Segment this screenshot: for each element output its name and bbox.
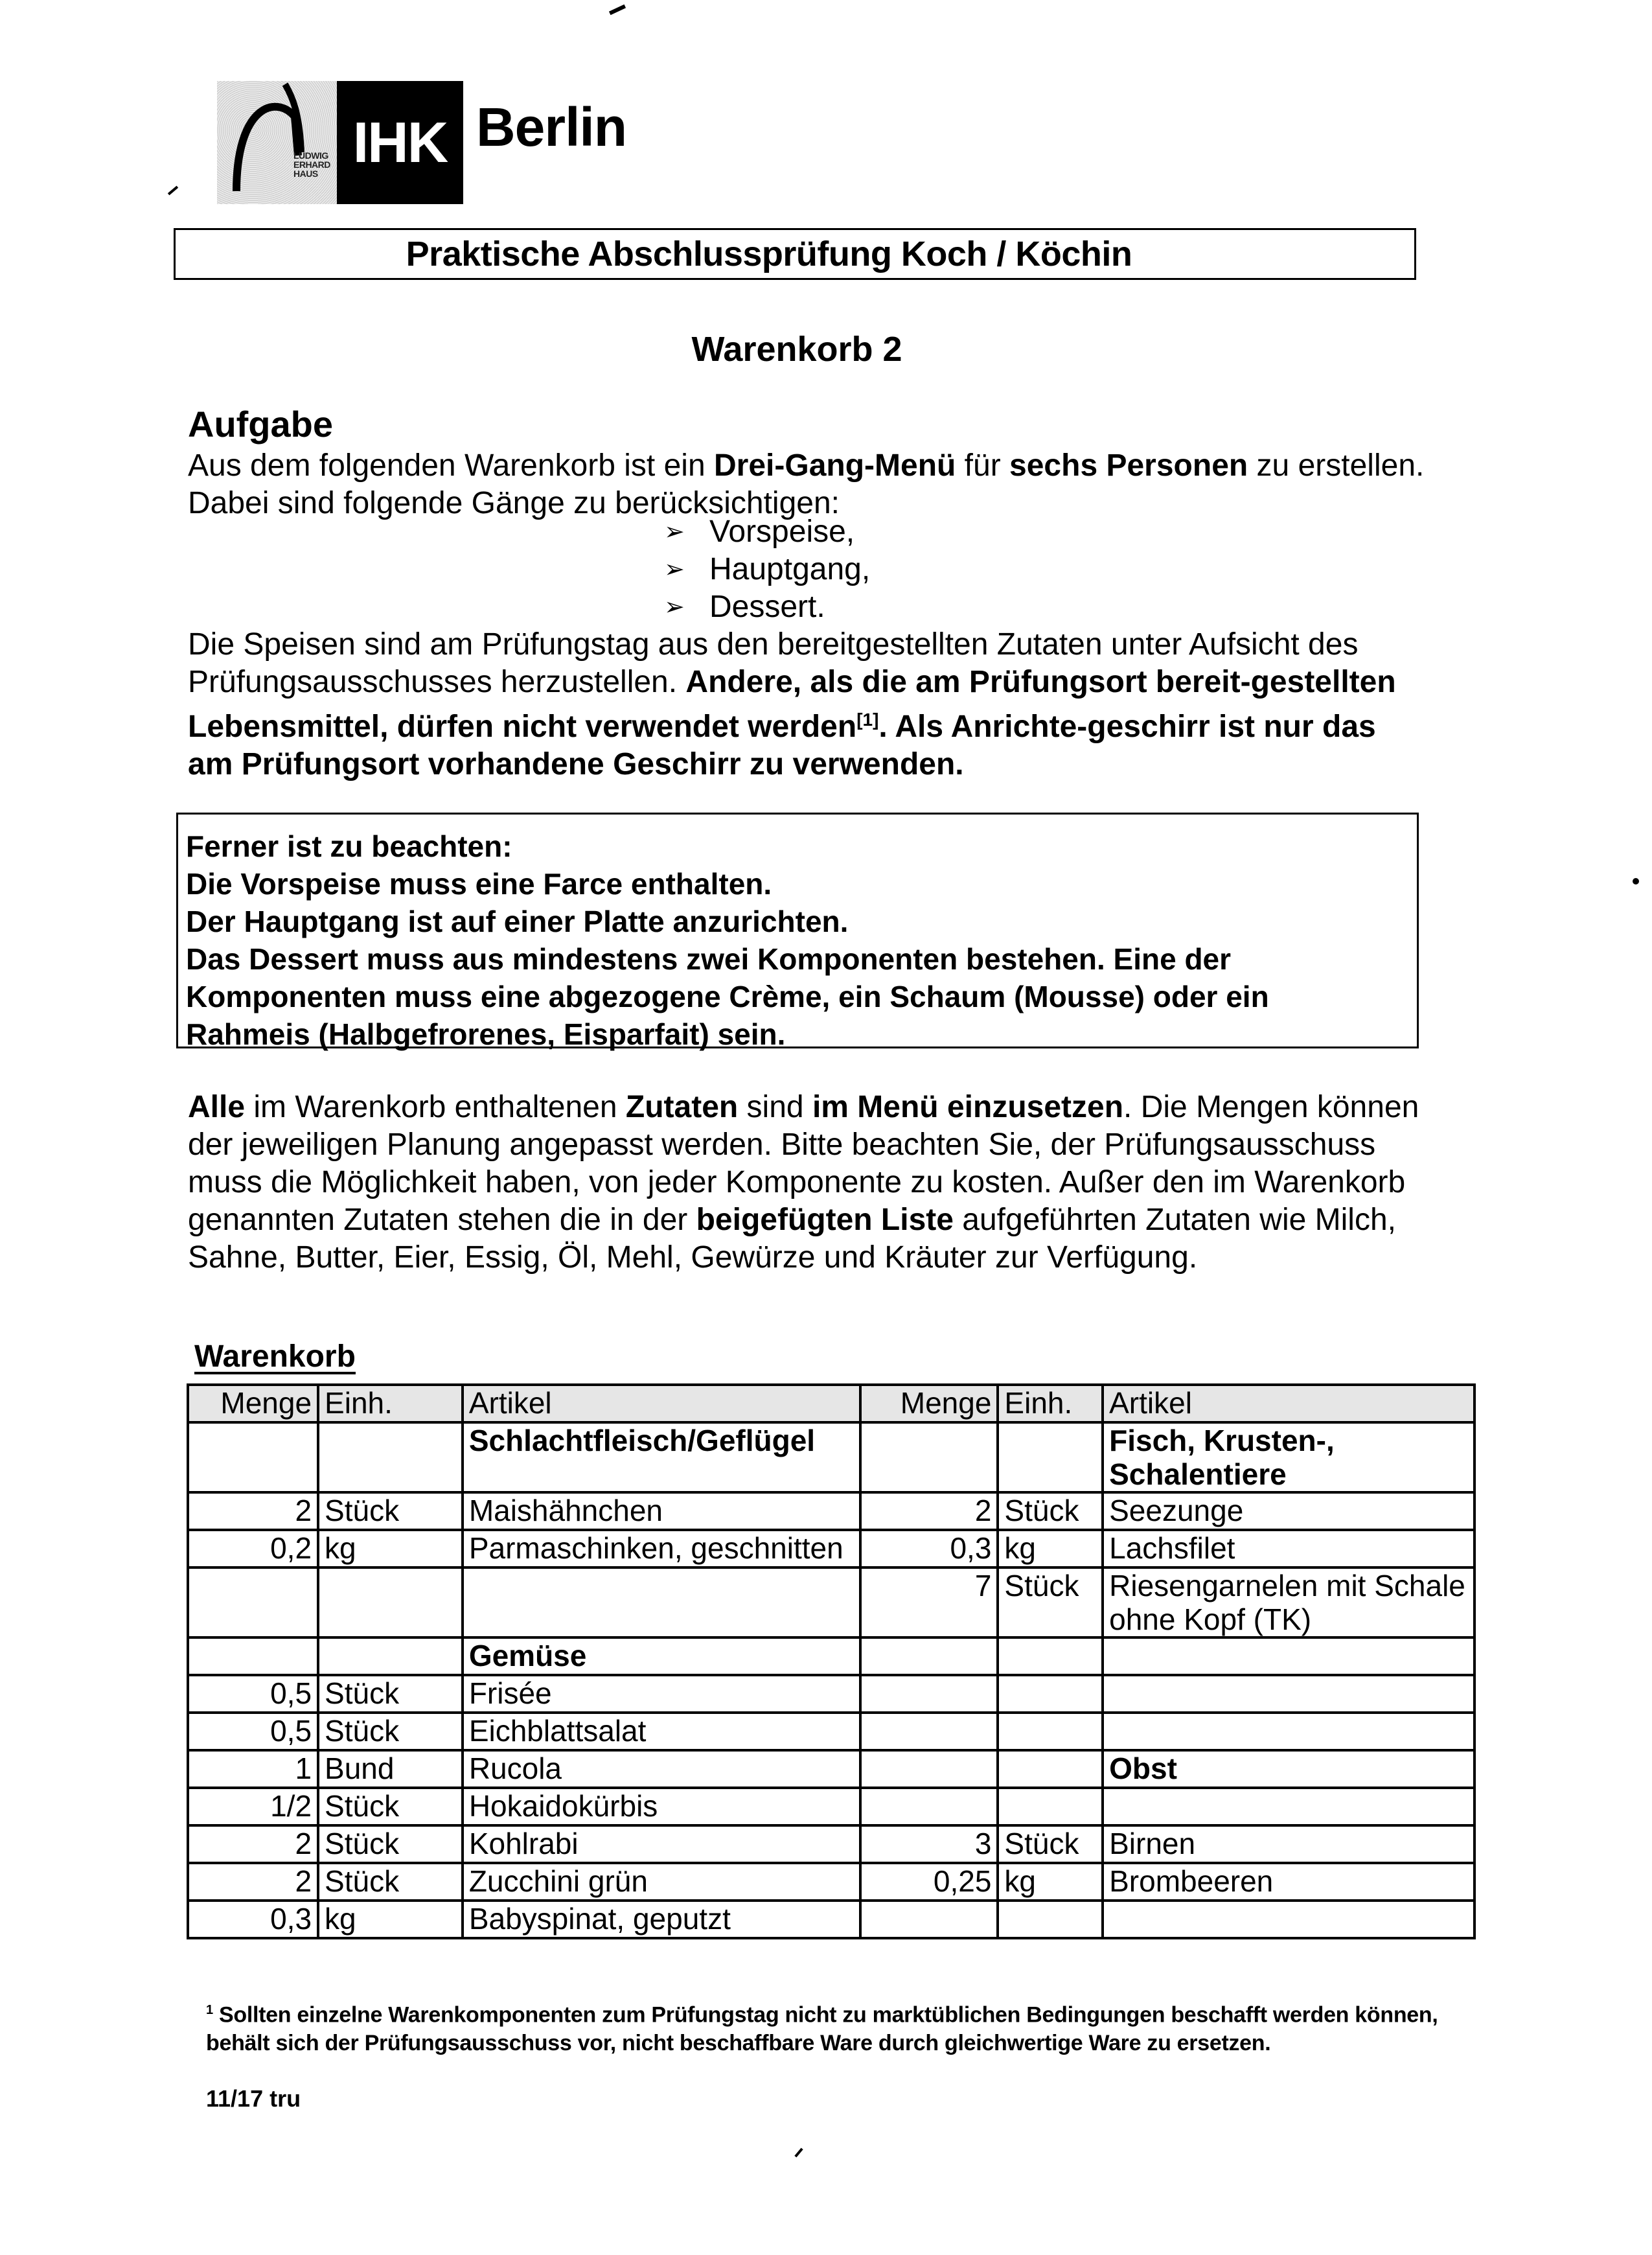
unit-cell bbox=[998, 1788, 1103, 1825]
article-cell: Schlachtfleisch/Geflügel bbox=[463, 1422, 860, 1492]
scan-mark bbox=[1633, 878, 1639, 885]
article-cell bbox=[1103, 1901, 1474, 1938]
requirement-line: Die Vorspeise muss eine Farce enthalten. bbox=[186, 867, 772, 901]
table-row bbox=[188, 1492, 1474, 1530]
logo-mark: IHK bbox=[337, 81, 463, 204]
table-row bbox=[188, 1863, 1474, 1901]
quantity-cell bbox=[188, 1422, 318, 1492]
task-heading: Aufgabe bbox=[188, 404, 333, 445]
quantity-cell bbox=[860, 1901, 998, 1938]
arch-icon bbox=[217, 81, 337, 204]
quantity-cell: 0,3 bbox=[860, 1530, 998, 1567]
unit-cell: kg bbox=[318, 1530, 463, 1567]
logo-subtext: LUDWIG ERHARD HAUS bbox=[293, 150, 330, 179]
unit-cell bbox=[998, 1901, 1103, 1938]
quantity-cell: 2 bbox=[188, 1863, 318, 1901]
table-row bbox=[188, 1675, 1474, 1713]
quantity-cell: 0,3 bbox=[188, 1901, 318, 1938]
article-cell: Riesengarnelen mit Schale ohne Kopf (TK) bbox=[1103, 1567, 1474, 1637]
table-row bbox=[188, 1901, 1474, 1938]
quantity-cell bbox=[860, 1675, 998, 1713]
col-header: Einh. bbox=[998, 1385, 1103, 1422]
table-header-row bbox=[188, 1385, 1474, 1422]
basket-label: Warenkorb bbox=[194, 1339, 356, 1374]
requirement-line: Rahmeis (Halbgefrorenes, Eisparfait) sein. bbox=[186, 1017, 786, 1051]
footnote bbox=[206, 1996, 1450, 2057]
requirement-line: Komponenten muss eine abgezogene Crème, ein Schaum (Mousse) oder ein bbox=[186, 980, 1269, 1013]
task-rules: Die Speisen sind am Prüfungstag aus den bereitgestellten Zutaten unter Aufsicht des Prüfungsausschusses herzustellen. Andere, als die am Prüfungsort bereit-gestellten Lebensmittel, dürfen nicht verwendet werden[1]. Als Anrichte-geschirr ist nur das am Prüfungsort vorhandene Geschirr zu verwenden. bbox=[188, 627, 1396, 781]
unit-cell: Stück bbox=[998, 1825, 1103, 1863]
table-row bbox=[188, 1637, 1474, 1675]
ihk-logo bbox=[217, 81, 463, 204]
unit-cell: kg bbox=[998, 1863, 1103, 1901]
quantity-cell: 0,5 bbox=[188, 1675, 318, 1713]
quantity-cell: 2 bbox=[188, 1492, 318, 1530]
quantity-cell: 2 bbox=[188, 1825, 318, 1863]
scan-mark bbox=[609, 5, 626, 15]
unit-cell bbox=[318, 1637, 463, 1675]
quantity-cell: 0,5 bbox=[188, 1713, 318, 1750]
document-title-box bbox=[174, 228, 1416, 280]
article-cell: Birnen bbox=[1103, 1825, 1474, 1863]
quantity-cell: 0,2 bbox=[188, 1530, 318, 1567]
col-header: Artikel bbox=[463, 1385, 860, 1422]
scan-mark bbox=[794, 2148, 803, 2158]
unit-cell: kg bbox=[998, 1530, 1103, 1567]
quantity-cell bbox=[860, 1422, 998, 1492]
unit-cell: Stück bbox=[318, 1825, 463, 1863]
requirement-line: Der Hauptgang ist auf einer Platte anzurichten. bbox=[186, 905, 849, 938]
table-row bbox=[188, 1530, 1474, 1567]
article-cell bbox=[1103, 1675, 1474, 1713]
unit-cell bbox=[998, 1750, 1103, 1788]
unit-cell: Stück bbox=[318, 1492, 463, 1530]
article-cell: Kohlrabi bbox=[463, 1825, 860, 1863]
article-cell: Lachsfilet bbox=[1103, 1530, 1474, 1567]
unit-cell: Bund bbox=[318, 1750, 463, 1788]
article-cell: Brombeeren bbox=[1103, 1863, 1474, 1901]
scan-mark bbox=[168, 186, 178, 196]
course-list bbox=[664, 513, 870, 626]
quantity-cell bbox=[188, 1637, 318, 1675]
basket-table bbox=[187, 1383, 1476, 1939]
article-cell: Maishähnchen bbox=[463, 1492, 860, 1530]
article-cell: Babyspinat, geputzt bbox=[463, 1901, 860, 1938]
article-cell bbox=[463, 1567, 860, 1637]
requirements-heading: Ferner ist zu beachten: bbox=[186, 829, 512, 863]
article-cell: Hokaidokürbis bbox=[463, 1788, 860, 1825]
article-cell: Fisch, Krusten-, Schalentiere bbox=[1103, 1422, 1474, 1492]
unit-cell: Stück bbox=[318, 1675, 463, 1713]
unit-cell: Stück bbox=[998, 1492, 1103, 1530]
quantity-cell bbox=[188, 1567, 318, 1637]
unit-cell bbox=[998, 1675, 1103, 1713]
article-cell: Parmaschinken, geschnitten bbox=[463, 1530, 860, 1567]
col-header: Einh. bbox=[318, 1385, 463, 1422]
course-item: ➢ Dessert. bbox=[664, 588, 870, 626]
unit-cell bbox=[998, 1713, 1103, 1750]
table-row bbox=[188, 1567, 1474, 1637]
unit-cell bbox=[318, 1422, 463, 1492]
article-cell: Zucchini grün bbox=[463, 1863, 860, 1901]
col-header: Menge bbox=[860, 1385, 998, 1422]
quantity-cell bbox=[860, 1637, 998, 1675]
article-cell: Frisée bbox=[463, 1675, 860, 1713]
quantity-cell: 7 bbox=[860, 1567, 998, 1637]
arrow-bullet-icon: ➢ bbox=[664, 518, 685, 546]
footnote-text: Sollten einzelne Warenkomponenten zum Prüfungstag nicht zu marktüblichen Bedingungen beschafft werden können, behält sich der Prüfungsausschuss vor, nicht beschaffbare Ware durch gleichwertige Ware zu ersetzen. bbox=[206, 2002, 1438, 2056]
document-subtitle: Warenkorb 2 bbox=[691, 330, 902, 369]
article-cell bbox=[1103, 1713, 1474, 1750]
logo-city: Berlin bbox=[476, 97, 627, 157]
course-item: ➢ Hauptgang, bbox=[664, 551, 870, 588]
article-cell bbox=[1103, 1637, 1474, 1675]
table-row bbox=[188, 1422, 1474, 1492]
document-code: 11/17 tru bbox=[206, 2085, 301, 2112]
course-item: ➢ Vorspeise, bbox=[664, 513, 870, 551]
unit-cell bbox=[998, 1422, 1103, 1492]
unit-cell bbox=[318, 1567, 463, 1637]
article-cell: Rucola bbox=[463, 1750, 860, 1788]
arrow-bullet-icon: ➢ bbox=[664, 594, 685, 621]
unit-cell: Stück bbox=[318, 1863, 463, 1901]
unit-cell: Stück bbox=[998, 1567, 1103, 1637]
table-row bbox=[188, 1825, 1474, 1863]
usage-paragraph: Alle im Warenkorb enthaltenen Zutaten sind im Menü einzusetzen. Die Mengen können der jeweiligen Planung angepasst werden. Bitte beachten Sie, der Prüfungsausschuss muss die Möglichkeit haben, von jeder Komponente zu kosten. Außer den im Warenkorb genannten Zutaten stehen die in der beigefügten Liste aufgeführten Zutaten wie Milch, Sahne, Butter, Eier, Essig, Öl, Mehl, Gewürze und Kräuter zur Verfügung. bbox=[188, 1090, 1419, 1275]
quantity-cell: 3 bbox=[860, 1825, 998, 1863]
quantity-cell: 0,25 bbox=[860, 1863, 998, 1901]
task-intro: Aus dem folgenden Warenkorb ist ein Drei-Gang-Menü für sechs Personen zu erstellen. Dabei sind folgende Gänge zu berücksichtigen: bbox=[188, 448, 1425, 520]
unit-cell: Stück bbox=[318, 1788, 463, 1825]
unit-cell bbox=[998, 1637, 1103, 1675]
quantity-cell bbox=[860, 1788, 998, 1825]
quantity-cell: 2 bbox=[860, 1492, 998, 1530]
col-header: Menge bbox=[188, 1385, 318, 1422]
article-cell: Seezunge bbox=[1103, 1492, 1474, 1530]
article-cell: Obst bbox=[1103, 1750, 1474, 1788]
unit-cell: kg bbox=[318, 1901, 463, 1938]
document-title: Praktische Abschlussprüfung Koch / Köchin bbox=[406, 235, 1132, 273]
article-cell bbox=[1103, 1788, 1474, 1825]
quantity-cell: 1 bbox=[188, 1750, 318, 1788]
table-row bbox=[188, 1713, 1474, 1750]
article-cell: Eichblattsalat bbox=[463, 1713, 860, 1750]
col-header: Artikel bbox=[1103, 1385, 1474, 1422]
quantity-cell bbox=[860, 1713, 998, 1750]
footnote-marker: 1 bbox=[206, 2003, 213, 2017]
table-row bbox=[188, 1788, 1474, 1825]
quantity-cell: 1/2 bbox=[188, 1788, 318, 1825]
arrow-bullet-icon: ➢ bbox=[664, 556, 685, 583]
article-cell: Gemüse bbox=[463, 1637, 860, 1675]
quantity-cell bbox=[860, 1750, 998, 1788]
unit-cell: Stück bbox=[318, 1713, 463, 1750]
table-row bbox=[188, 1750, 1474, 1788]
requirements-box bbox=[176, 813, 1419, 1051]
requirement-line: Das Dessert muss aus mindestens zwei Komponenten bestehen. Eine der bbox=[186, 942, 1232, 976]
